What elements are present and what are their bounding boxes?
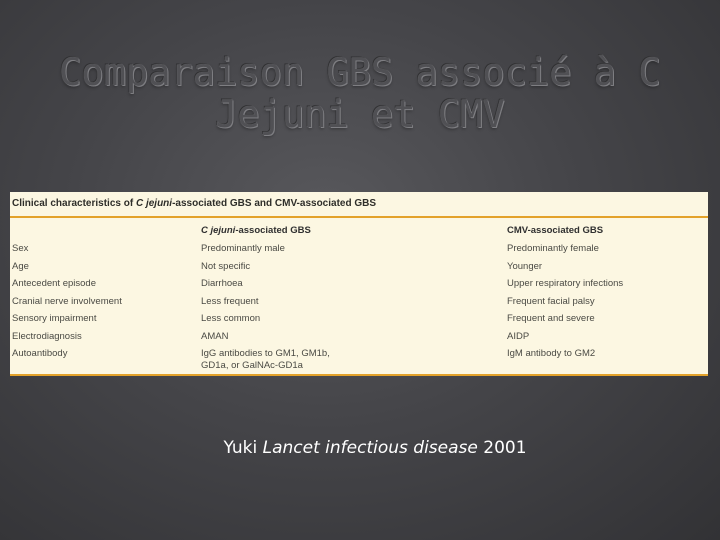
cell-cmv-autoantibody: IgM antibody to GM2 xyxy=(507,348,596,359)
clinical-characteristics-table xyxy=(10,192,708,376)
cell-cjejuni-autoantibody-line-1: IgG antibodies to GM1, GM1b, xyxy=(201,348,330,359)
table-caption xyxy=(12,192,708,216)
cell-cjejuni-cranial-nerve: Less frequent xyxy=(201,296,259,307)
cell-cjejuni-antecedent: Diarrhoea xyxy=(201,278,243,289)
citation xyxy=(0,438,720,458)
slide-title xyxy=(0,52,720,136)
row-label-autoantibody: Autoantibody xyxy=(12,348,68,359)
row-label-electrodiagnosis: Electrodiagnosis xyxy=(12,331,82,342)
table-caption-prefix: Clinical characteristics of xyxy=(12,198,136,209)
column-header-cjejuni-suffix: -associated GBS xyxy=(235,225,311,236)
row-label-age: Age xyxy=(12,261,29,272)
cell-cmv-sex: Predominantly female xyxy=(507,243,599,254)
cell-cjejuni-autoantibody xyxy=(201,348,330,372)
slide-title-line-2: Jejuni et CMV xyxy=(215,93,505,136)
row-label-sensory: Sensory impairment xyxy=(12,313,97,324)
cell-cmv-cranial-nerve: Frequent facial palsy xyxy=(507,296,595,307)
citation-author: Yuki xyxy=(223,438,263,458)
slide-title-line-1: Comparaison GBS associé à C xyxy=(59,51,661,94)
cell-cmv-age: Younger xyxy=(507,261,543,272)
cell-cjejuni-sensory: Less common xyxy=(201,313,261,324)
table-bottom-rule xyxy=(10,374,708,376)
citation-journal: Lancet infectious disease xyxy=(262,438,478,458)
column-header-cjejuni xyxy=(201,225,311,236)
cell-cjejuni-electrodiagnosis: AMAN xyxy=(201,331,229,342)
table-caption-suffix: -associated GBS and CMV-associated GBS xyxy=(172,198,377,209)
cell-cmv-sensory: Frequent and severe xyxy=(507,313,595,324)
column-header-cjejuni-italic: C jejuni xyxy=(201,225,236,236)
cell-cmv-antecedent: Upper respiratory infections xyxy=(507,278,624,289)
citation-year: 2001 xyxy=(477,438,527,458)
cell-cjejuni-autoantibody-line-2: GD1a, or GalNAc-GD1a xyxy=(201,360,303,371)
column-header-cmv: CMV-associated GBS xyxy=(507,225,604,236)
cell-cjejuni-age: Not specific xyxy=(201,261,251,272)
table-top-rule xyxy=(10,216,708,218)
cell-cjejuni-sex: Predominantly male xyxy=(201,243,285,254)
row-label-sex: Sex xyxy=(12,243,29,254)
table-caption-italic: C jejuni xyxy=(135,198,173,209)
cell-cmv-electrodiagnosis: AIDP xyxy=(507,331,530,342)
row-label-cranial-nerve: Cranial nerve involvement xyxy=(12,296,122,307)
row-label-antecedent: Antecedent episode xyxy=(12,278,96,289)
